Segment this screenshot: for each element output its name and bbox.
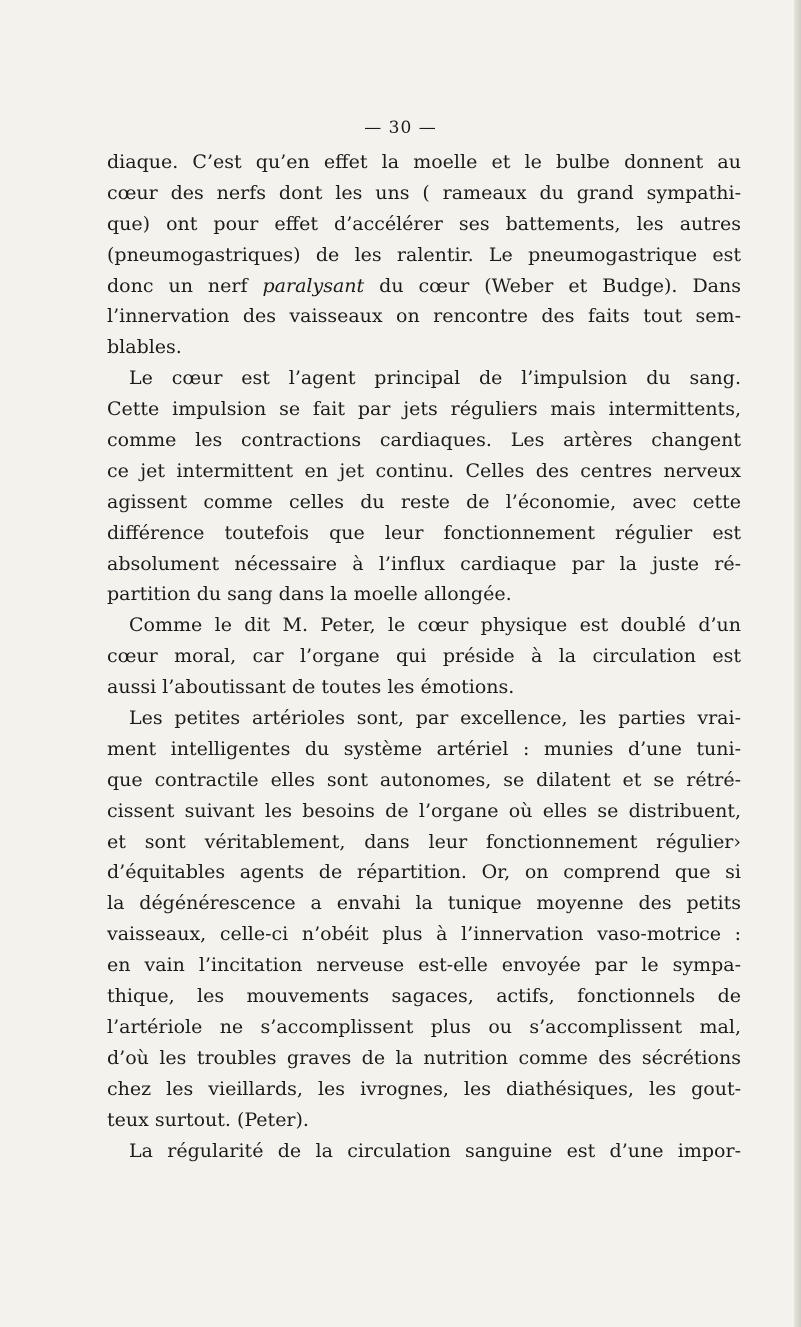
text-line: vaisseaux, celle-ci n’obéit plus à l’innervation vaso-motrice : bbox=[107, 923, 741, 946]
page-edge-shadow bbox=[794, 0, 801, 1327]
text-line: (pneumogastriques) de les ralentir. Le pneumogastrique est bbox=[107, 243, 741, 266]
text-segment: du cœur (Weber et Budge). Dans bbox=[364, 274, 741, 297]
text-line: l’innervation des vaisseaux on rencontre des faits tout sem- bbox=[107, 305, 741, 328]
text-line: teux surtout. (Peter). bbox=[107, 1108, 309, 1131]
text-line: en vain l’incitation nerveuse est-elle envoyée par le sympa- bbox=[107, 954, 741, 977]
text-line: Comme le dit M. Peter, le cœur physique est doublé d’un bbox=[129, 614, 741, 637]
text-line: absolument nécessaire à l’influx cardiaque par la juste ré- bbox=[107, 552, 741, 575]
text-line: cœur des nerfs dont les uns ( rameaux du grand sympathi- bbox=[107, 181, 741, 204]
body-text bbox=[107, 147, 741, 1166]
text-line: d’où les troubles graves de la nutrition comme des sécrétions bbox=[107, 1046, 741, 1069]
text-line: cissent suivant les besoins de l’organe où elles se distribuent, bbox=[107, 799, 741, 822]
text-line: La régularité de la circulation sanguine est d’une impor- bbox=[129, 1139, 741, 1162]
text-line: agissent comme celles du reste de l’économie, avec cette bbox=[107, 490, 741, 513]
text-line bbox=[107, 271, 741, 302]
text-line: partition du sang dans la moelle allongée. bbox=[107, 583, 512, 606]
text-line: comme les contractions cardiaques. Les artères changent bbox=[107, 429, 741, 452]
text-line: différence toutefois que leur fonctionnement régulier est bbox=[107, 521, 741, 544]
text-line: l’artériole ne s’accomplissent plus ou s’accomplissent mal, bbox=[107, 1015, 741, 1038]
text-line: blables. bbox=[107, 336, 182, 359]
italic-term: paralysant bbox=[262, 274, 365, 297]
text-line: thique, les mouvements sagaces, actifs, fonctionnels de bbox=[107, 985, 741, 1008]
text-line: Cette impulsion se fait par jets réguliers mais intermittents, bbox=[107, 398, 741, 421]
text-line: ce jet intermittent en jet continu. Celles des centres nerveux bbox=[107, 459, 741, 482]
text-line: Le cœur est l’agent principal de l’impulsion du sang. bbox=[129, 367, 741, 390]
text-line: la dégénérescence a envahi la tunique moyenne des petits bbox=[107, 892, 741, 915]
text-line: diaque. C’est qu’en effet la moelle et le bulbe donnent au bbox=[107, 151, 741, 173]
text-segment: donc un nerf bbox=[107, 274, 263, 297]
text-line: que contractile elles sont autonomes, se dilatent et se rétré- bbox=[107, 768, 741, 791]
text-line: que) ont pour effet d’accélérer ses battements, les autres bbox=[107, 212, 741, 235]
text-line: chez les vieillards, les ivrognes, les diathésiques, les gout- bbox=[107, 1077, 741, 1100]
text-line: aussi l’aboutissant de toutes les émotions. bbox=[107, 676, 515, 699]
page-number: — 30 — bbox=[364, 118, 437, 138]
text-line: cœur moral, car l’organe qui préside à la circulation est bbox=[107, 645, 741, 668]
text-line: Les petites artérioles sont, par excellence, les parties vrai- bbox=[129, 707, 741, 730]
text-line: ment intelligentes du système artériel : munies d’une tuni- bbox=[107, 737, 741, 760]
text-line: et sont véritablement, dans leur fonctionnement régulier› bbox=[107, 830, 741, 853]
text-line: d’équitables agents de répartition. Or, on comprend que si bbox=[107, 861, 741, 884]
